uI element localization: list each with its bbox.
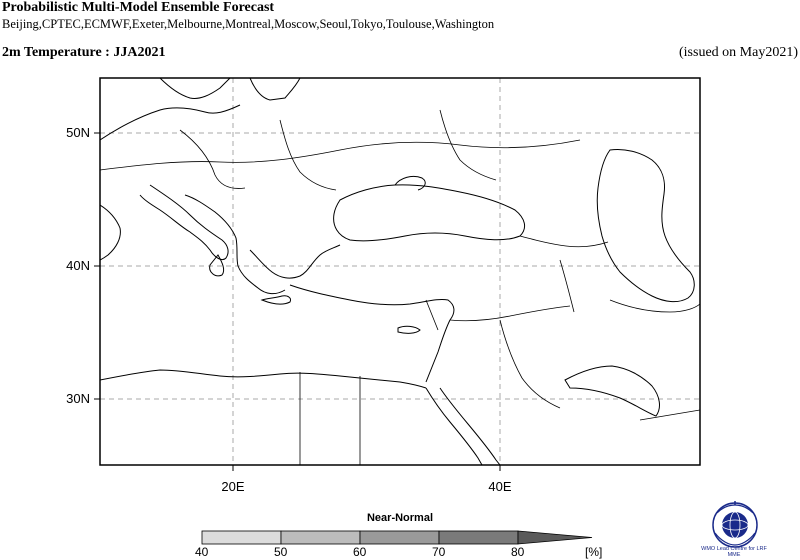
colorbar-bin-50-60 [281, 531, 360, 544]
caspian-sea-coast [597, 149, 694, 301]
country-borders [100, 110, 700, 465]
colorbar-bin-60-70 [360, 531, 439, 544]
cyprus-outline [398, 326, 420, 333]
lat-label-50n: 50N [66, 125, 90, 140]
issued-date: (issued on May2021) [679, 45, 798, 60]
coastlines-and-borders [100, 78, 700, 465]
north-africa-coast [100, 370, 426, 388]
west-europe-coast [100, 205, 120, 260]
crimea-outline [395, 176, 425, 190]
legend-unit: [%] [585, 545, 603, 559]
crete-outline [262, 296, 291, 304]
red-sea-east-coast [440, 388, 500, 465]
legend-tick-50: 50 [274, 545, 288, 559]
north-europe-coast [100, 105, 240, 140]
adriatic-coast [185, 195, 285, 294]
colorbar [202, 531, 592, 544]
forecast-subtitle: 2m Temperature : JJA2021 [2, 45, 166, 60]
legend-title: Near-Normal [366, 512, 434, 524]
graticule [100, 78, 700, 465]
chart-title: Probabilistic Multi-Model Ensemble Forecast [2, 0, 275, 15]
legend-tick-70: 70 [432, 545, 446, 559]
colorbar-bin-40-50 [202, 531, 281, 544]
persian-gulf-coast [565, 366, 659, 416]
logo-caption: WMO Lead Centre for LRF MME [701, 546, 767, 558]
colorbar-bin-70-80 [439, 531, 518, 544]
legend-tick-60: 60 [353, 545, 367, 559]
lon-label-20e: 20E [221, 479, 245, 494]
black-sea-coast [334, 185, 525, 241]
colorbar-bin-over-80 [518, 531, 592, 544]
italy-coast [140, 185, 228, 260]
baltic-coast [250, 78, 300, 100]
axis-ticks [94, 133, 500, 471]
red-sea-west-coast [426, 388, 482, 465]
lat-label-30n: 30N [66, 391, 90, 406]
model-list: Beijing,CPTEC,ECMWF,Exeter,Melbourne,Montreal,Moscow,Seoul,Tokyo,Toulouse,Washington [2, 17, 495, 31]
greece-coast [250, 245, 340, 278]
scandinavia-coast [160, 78, 230, 98]
wmo-logo [713, 501, 757, 547]
sicily-outline [210, 255, 224, 276]
lon-label-40e: 40E [488, 479, 512, 494]
lat-label-40n: 40N [66, 258, 90, 273]
legend-tick-40: 40 [195, 545, 209, 559]
map-frame [100, 78, 700, 465]
legend-tick-80: 80 [511, 545, 525, 559]
anatolia-levant-coast [290, 285, 454, 382]
